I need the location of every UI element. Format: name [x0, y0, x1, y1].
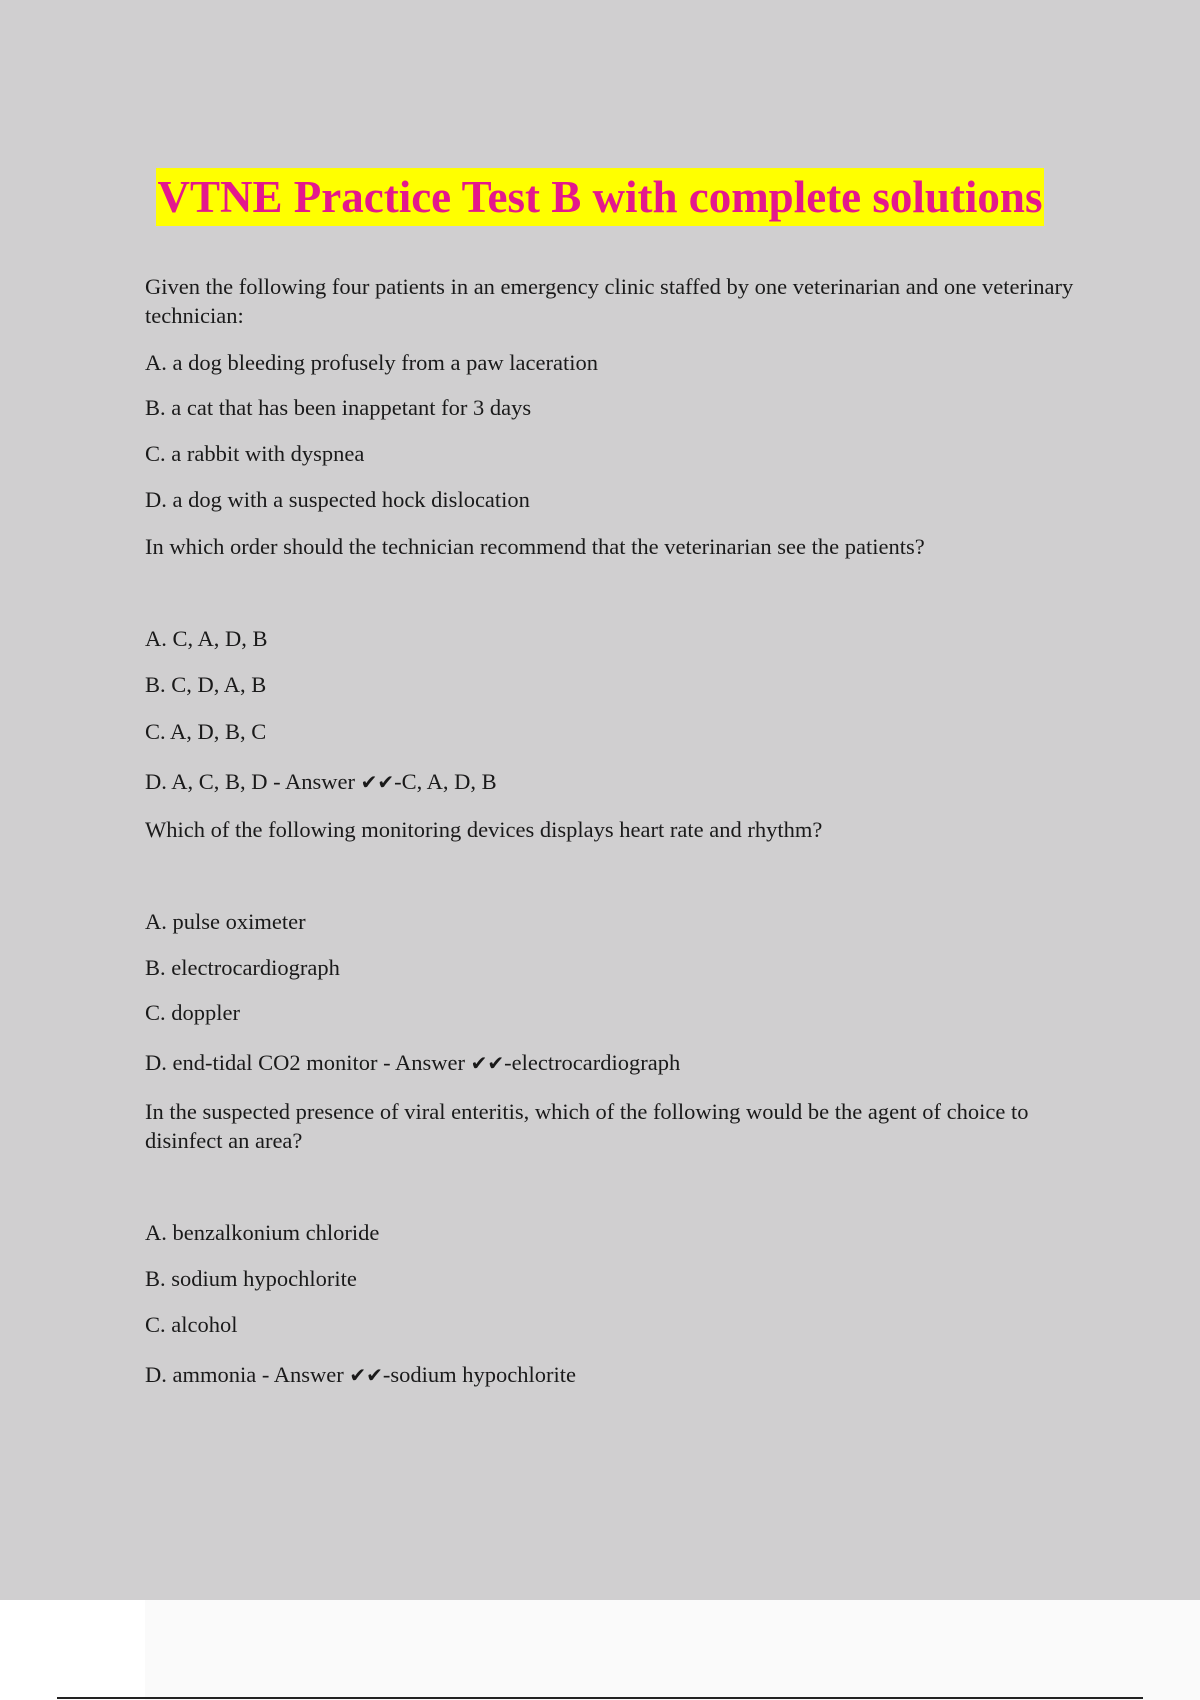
q2-question: Which of the following monitoring devices displays heart rate and rhythm?	[145, 817, 823, 842]
q3-option-a: A. benzalkonium chloride	[145, 1220, 380, 1245]
q3-option-c: C. alcohol	[145, 1312, 238, 1337]
check-icon: ✔✔	[360, 770, 395, 794]
q1-patient-b: B. a cat that has been inappetant for 3 days	[145, 395, 532, 420]
q1-option-a: A. C, A, D, B	[145, 626, 268, 651]
q1-answer: -C, A, D, B	[394, 769, 497, 794]
q2-option-a: A. pulse oximeter	[145, 909, 306, 934]
q1-patient-a: A. a dog bleeding profusely from a paw laceration	[145, 350, 598, 375]
q3-option-d-text: D. ammonia - Answer	[145, 1362, 350, 1387]
footer-divider	[57, 1697, 1143, 1699]
q3-option-d	[145, 1360, 1085, 1390]
q1-patient-c: C. a rabbit with dyspnea	[145, 441, 365, 466]
q2-answer: -electrocardiograph	[504, 1050, 681, 1075]
check-icon: ✔✔	[470, 1051, 505, 1075]
next-page-strip	[145, 1600, 1200, 1700]
q2-option-c: C. doppler	[145, 1000, 240, 1025]
check-icon: ✔✔	[349, 1363, 383, 1387]
title-container	[0, 168, 1200, 226]
q1-stem: Given the following four patients in an emergency clinic staffed by one veterinarian and one veterinary technician:	[145, 274, 1074, 328]
q1-option-d	[145, 767, 1085, 797]
page-title: VTNE Practice Test B with complete solutions	[156, 168, 1045, 226]
q3-question: In the suspected presence of viral enteritis, which of the following would be the agent of choice to disinfect an area?	[145, 1099, 1029, 1153]
q1-patient-d: D. a dog with a suspected hock dislocation	[145, 487, 530, 512]
q3-answer: -sodium hypochlorite	[382, 1362, 576, 1387]
q1-option-c: C. A, D, B, C	[145, 719, 267, 744]
q2-option-d-text: D. end-tidal CO2 monitor - Answer	[145, 1050, 471, 1075]
q1-option-b: B. C, D, A, B	[145, 672, 267, 697]
q1-option-d-text: D. A, C, B, D - Answer	[145, 769, 361, 794]
q1-question: In which order should the technician recommend that the veterinarian see the patients?	[145, 534, 925, 559]
q2-option-b: B. electrocardiograph	[145, 955, 340, 980]
q3-option-b: B. sodium hypochlorite	[145, 1266, 357, 1291]
q2-option-d	[145, 1048, 1085, 1078]
